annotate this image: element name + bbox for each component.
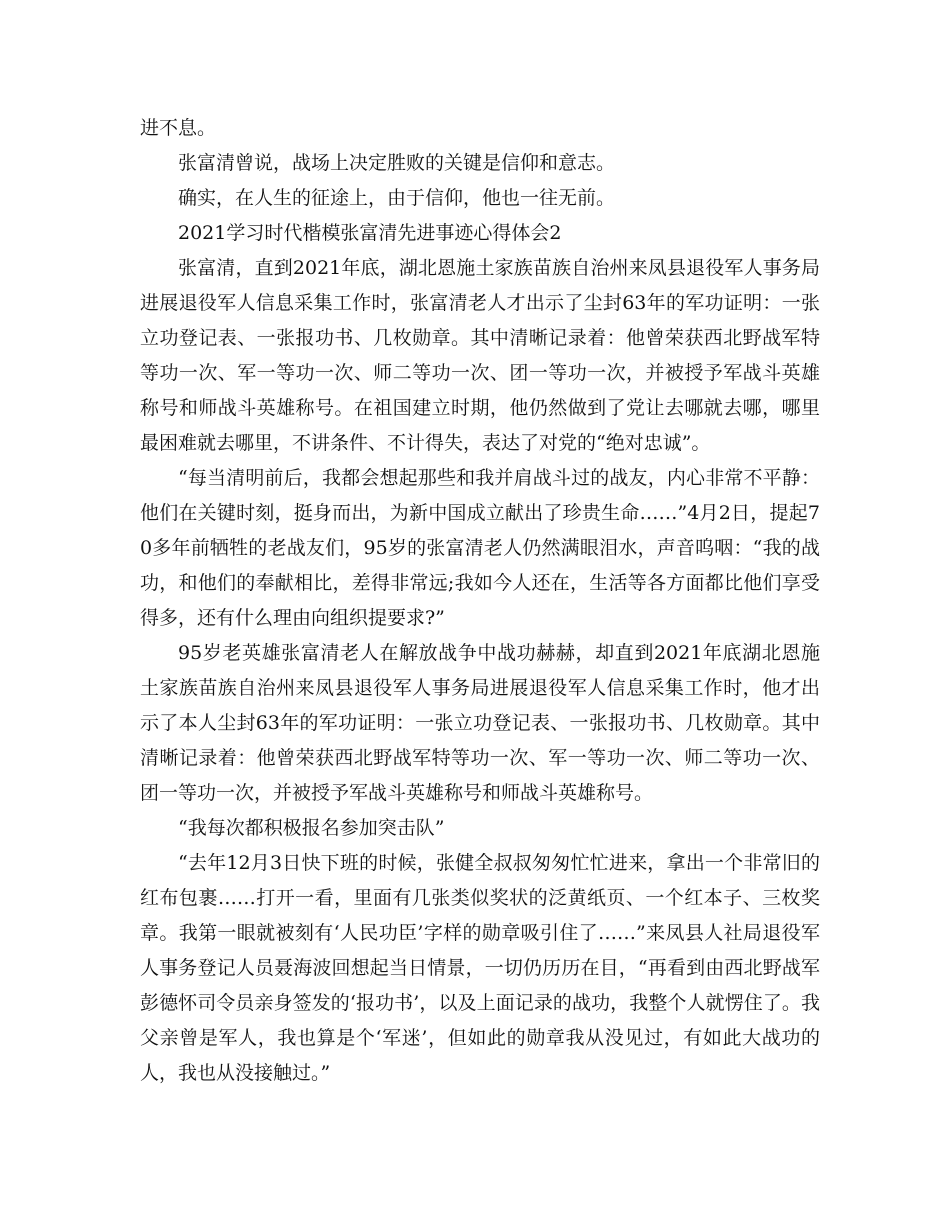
paragraph-7: 95岁老英雄张富清老人在解放战争中战功赫赫，却直到2021年底湖北恩施土家族苗族自治州来凤县退役军人事务局进展退役军人信息采集工作时，他才出示了本人尘封63年的军功证明：一张立功登记表、一张报功书、几枚勋章。其中清晰记录着：他曾荣获西北野战军特等功一次、军一等功一次、师二等功一次、团一等功一次，并被授予军战斗英雄称号和师战斗英雄称号。 <box>140 642 820 804</box>
paragraph-5: 张富清，直到2021年底，湖北恩施土家族苗族自治州来凤县退役军人事务局进展退役军人信息采集工作时，张富清老人才出示了尘封63年的军功证明：一张立功登记表、一张报功书、几枚勋章。其中清晰记录着：他曾荣获西北野战军特等功一次、军一等功一次、师二等功一次、团一等功一次，并被授予军战斗英雄称号和师战斗英雄称号。在祖国建立时期，他仍然做到了党让去哪就去哪，哪里最困难就去哪里，不讲条件、不计得失，表达了对党的“绝对忠诚”。 <box>140 257 820 454</box>
paragraph-6: “每当清明前后，我都会想起那些和我并肩战斗过的战友，内心非常不平静：他们在关键时刻，挺身而出，为新中国成立献出了珍贵生命……”4月2日，提起70多年前牺牲的老战友们，95岁的张富清老人仍然满眼泪水，声音呜咽：“我的战功，和他们的奉献相比，差得非常远;我如今人还在，生活等各方面都比他们享受得多，还有什么理由向组织提要求?” <box>140 467 820 629</box>
paragraph-3: 确实，在人生的征途上，由于信仰，他也一往无前。 <box>178 187 616 209</box>
document-page <box>140 111 820 1091</box>
paragraph-1: 进不息。 <box>140 117 217 139</box>
section-heading: 2021学习时代楷模张富清先进事迹心得体会2 <box>178 222 562 244</box>
subheading-quote: “我每次都积极报名参加突击队” <box>178 817 445 839</box>
paragraph-2: 张富清曾说，战场上决定胜败的关键是信仰和意志。 <box>178 152 616 174</box>
paragraph-9: “去年12月3日快下班的时候，张健全叔叔匆匆忙忙进来，拿出一个非常旧的红布包裹……打开一看，里面有几张类似奖状的泛黄纸页、一个红本子、三枚奖章。我第一眼就被刻有‘人民功臣’字样的勋章吸引住了……”来凤县人社局退役军人事务登记人员聂海波回想起当日情景，一切仍历历在目，“再看到由西北野战军彭德怀司令员亲身签发的‘报功书’，以及上面记录的战功，我整个人就愣住了。我父亲曾是军人，我也算是个‘军迷’，但如此的勋章我从没见过，有如此大战功的人，我也从没接触过。” <box>140 852 820 1084</box>
